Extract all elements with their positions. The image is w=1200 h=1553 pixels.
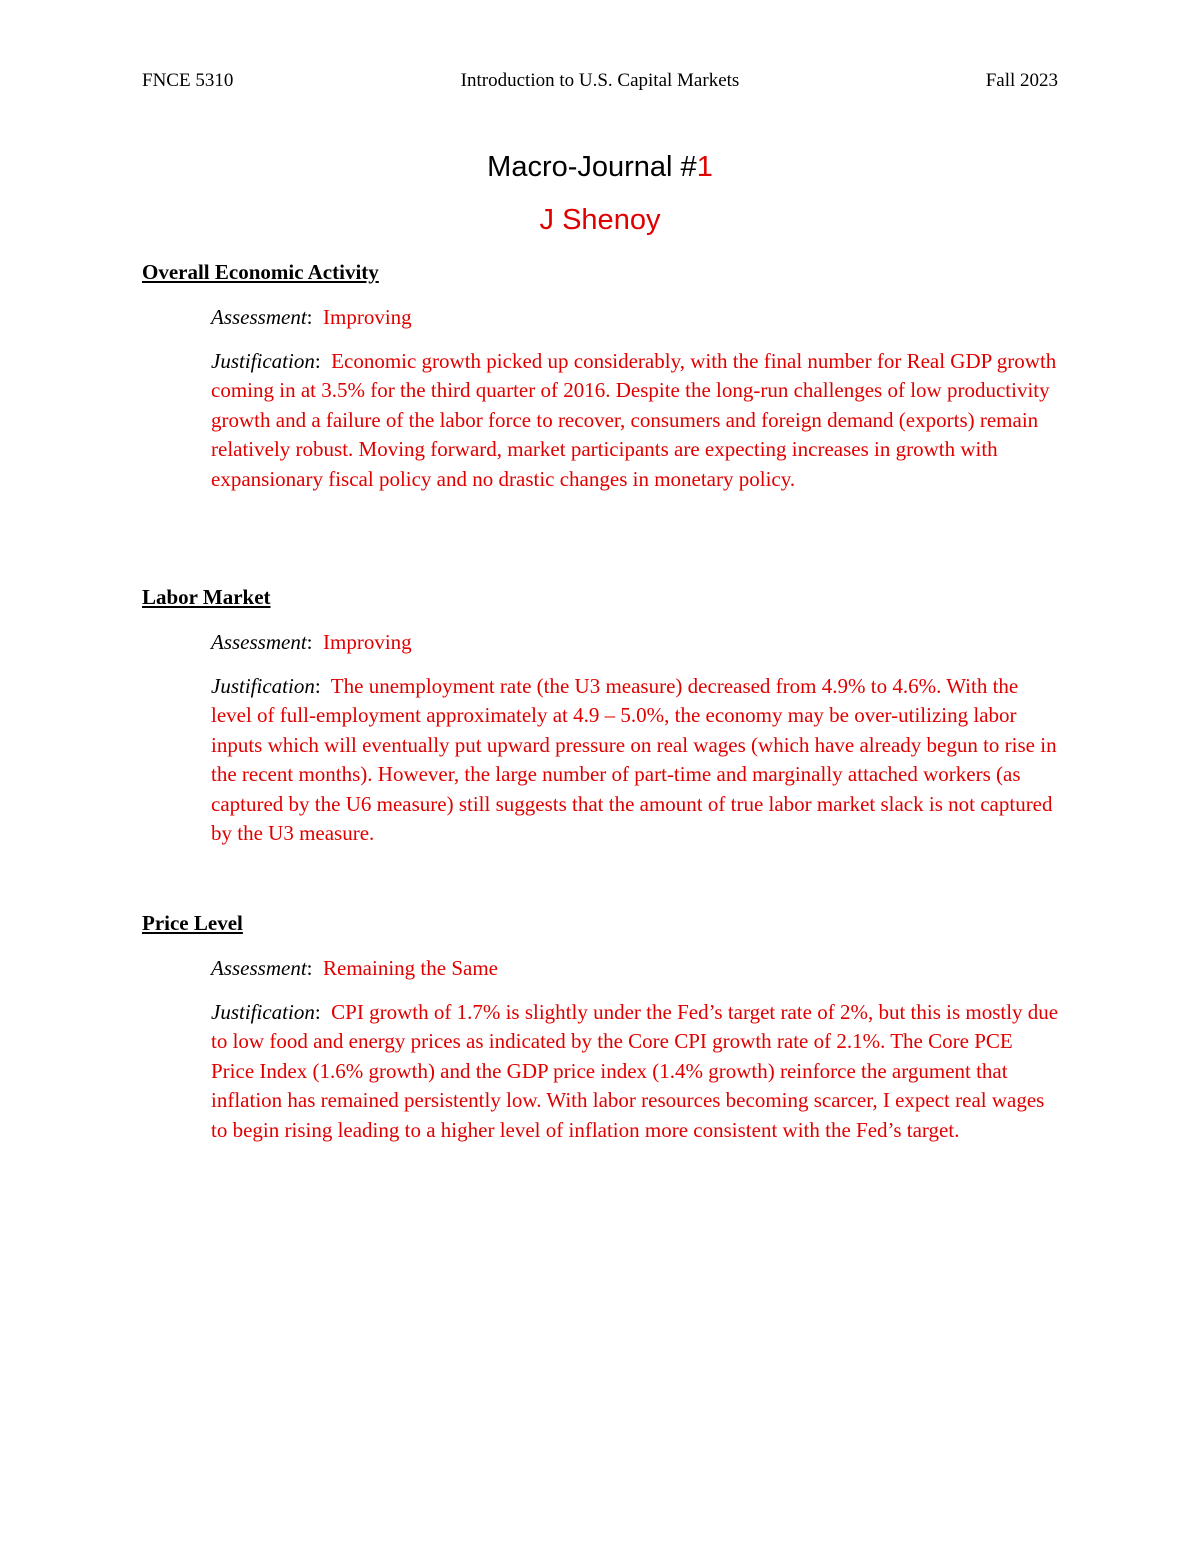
section-heading: Price Level: [142, 911, 243, 935]
justification-text: The unemployment rate (the U3 measure) decreased from 4.9% to 4.6%. With the level of full-employment approximately at 4.9 – 5.0%, the economy may be over-utilizing labor inputs which will eventually put upward pressure on real wages (which have already begun to rise in the recent months). However, the large number of part-time and marginally attached workers (as captured by the U6 measure) still suggests that the amount of true labor market slack is not captured by the U3 measure.: [211, 673, 1057, 845]
justification-label: Justification: [211, 999, 315, 1024]
label-colon: :: [306, 305, 313, 329]
label-colon: :: [306, 956, 313, 980]
assessment-row: [211, 954, 1072, 984]
assessment-label: Assessment: [211, 956, 307, 980]
section-overall-economic-activity: [142, 257, 1072, 494]
header-term: Fall 2023: [985, 70, 1058, 91]
justification-text: CPI growth of 1.7% is slightly under the Fed’s target rate of 2%, but this is mostly due to low food and energy prices as indicated by the Core CPI growth rate of 2.1%. The Core PCE Price Index (1.6% growth) and the GDP price index (1.4% growth) reinforce the argument that inflation has remained persistently low. With labor resources becoming scarcer, I expect real wages to begin rising leading to a higher level of inflation more consistent with the Fed’s target.: [211, 999, 1059, 1142]
assessment-value: Improving: [323, 630, 412, 654]
label-colon: :: [314, 999, 321, 1024]
section-heading: Labor Market: [142, 585, 271, 609]
assessment-label: Assessment: [211, 630, 307, 654]
assessment-value: Improving: [323, 305, 412, 329]
header-course-code: FNCE 5310: [142, 70, 234, 91]
justification-text: Economic growth picked up considerably, with the final number for Real GDP growth coming in at 3.5% for the third quarter of 2016. Despite the long-run challenges of low productivity growth and a failure of the labor force to recover, consumers and foreign demand (exports) remain relatively robust. Moving forward, market participants are expecting increases in growth with expansionary fiscal policy and no drastic changes in monetary policy.: [211, 348, 1057, 491]
label-colon: :: [314, 348, 321, 373]
title-prefix: Macro-Journal #: [487, 151, 697, 183]
assessment-row: [211, 303, 1072, 333]
justification-row: [211, 998, 1061, 1146]
title-number: 1: [696, 151, 713, 183]
page-header: [142, 70, 1058, 100]
author-name: J Shenoy: [539, 204, 661, 236]
label-colon: :: [306, 630, 313, 654]
assessment-value: Remaining the Same: [323, 956, 498, 980]
label-colon: :: [314, 673, 321, 698]
justification-row: [211, 347, 1061, 495]
header-course-title: Introduction to U.S. Capital Markets: [460, 70, 740, 91]
section-heading: Overall Economic Activity: [142, 260, 379, 284]
document-title: [0, 148, 1200, 186]
justification-row: [211, 672, 1061, 849]
assessment-row: [211, 628, 1072, 658]
assessment-label: Assessment: [211, 305, 307, 329]
justification-label: Justification: [211, 673, 315, 698]
section-labor-market: [142, 582, 1072, 849]
justification-label: Justification: [211, 348, 315, 373]
section-price-level: [142, 908, 1072, 1145]
